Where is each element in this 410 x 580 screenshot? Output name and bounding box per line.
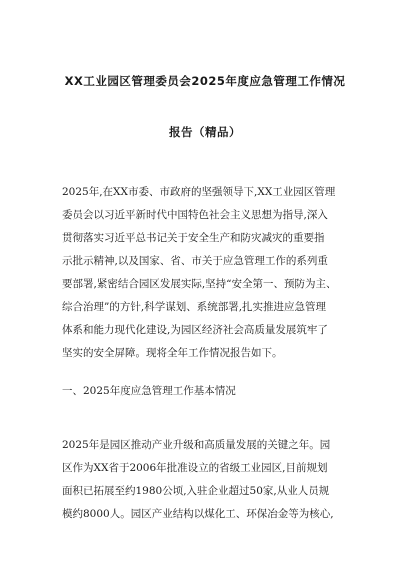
- section-paragraph: [62, 434, 354, 526]
- paragraph-line: 模约8000人。园区产业结构以煤化工、环保冶金等为核心,: [62, 508, 334, 520]
- paragraph-line: 委员会以习近平新时代中国特色社会主义思想为指导,深入: [62, 209, 328, 221]
- paragraph-line: 示批示精神,以及国家、省、市关于应急管理工作的系列重: [62, 255, 328, 267]
- section-heading: 一、2025年度应急管理工作基本情况: [62, 385, 236, 397]
- paragraph-line: 体系和能力现代化建设,为园区经济社会高质量发展筑牢了: [62, 324, 328, 336]
- paragraph-line: 要部署,紧密结合园区发展实际,坚持“安全第一、预防为主、: [62, 278, 337, 290]
- paragraph-line: 综合治理”的方针,科学谋划、系统部署,扎实推进应急管理: [62, 301, 327, 313]
- paragraph-line: 面积已拓展至约1980公顷,入驻企业超过50家,从业人员规: [62, 485, 330, 497]
- paragraph-line: 2025年是园区推动产业升级和高质量发展的关键之年。园: [62, 439, 331, 451]
- paragraph-line: 2025年,在XX市委、市政府的坚强领导下,XX工业园区管理: [62, 186, 336, 198]
- paragraph-line: 坚实的安全屏障。现将全年工作情况报告如下。: [62, 347, 283, 359]
- paragraph-line: 贯彻落实习近平总书记关于安全生产和防灾减灾的重要指: [62, 232, 325, 244]
- intro-paragraph: [62, 181, 354, 365]
- paragraph-line: 区作为XX省于2006年批准设立的省级工业园区,目前规划: [62, 462, 328, 474]
- document-title: XX工业园区管理委员会2025年度应急管理工作情况: [64, 74, 346, 88]
- document-subtitle: 报告（精品）: [169, 125, 241, 139]
